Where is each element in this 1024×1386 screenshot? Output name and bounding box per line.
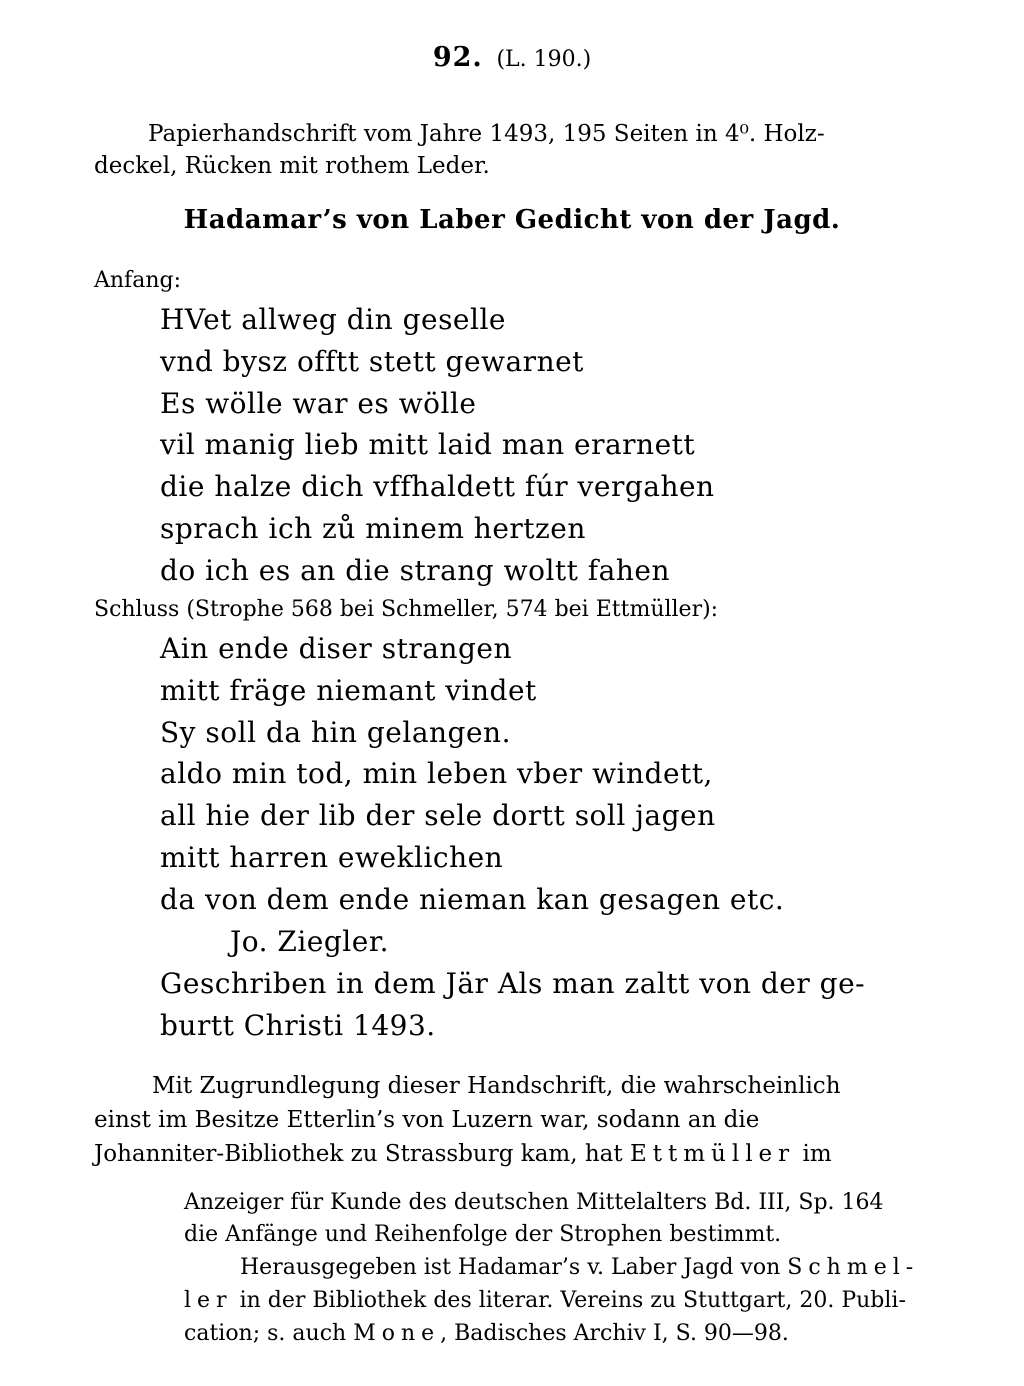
verse-line: do ich es an die strang woltt fahen [160,554,671,587]
verse-line: vil manig lieb mitt laid man erarnett [160,428,696,461]
description-line-1: Papierhandschrift vom Jahre 1493, 195 Seiten in 4⁰. Holz- [148,121,825,147]
verse-line: mitt harren eweklichen [160,841,504,874]
signature: Jo. Ziegler. [230,925,390,958]
author-name: Mone [353,1321,441,1346]
colophon-line-1: Geschriben in dem Jär Als man zaltt von der ge- [160,967,866,1000]
entry-number: 92. [432,42,483,73]
description-line-2: deckel, Rücken mit rothem Leder. [94,153,490,179]
verse-line: aldo min tod, min leben vber windett, [160,757,713,790]
verse-line: Es wölle war es wölle [160,387,477,420]
verse-line: Ain ende diser strangen [160,632,512,665]
footnote-text: , Badisches Archiv I, S. 90—98. [440,1321,789,1346]
verse-line: vnd bysz offtt stett gewarnet [160,345,584,378]
footnote-line-2: die Anfänge und Reihenfolge der Strophen bestimmt. [184,1222,782,1247]
entry-reference: (L. 190.) [496,47,592,72]
commentary-line-1: Mit Zugrundlegung dieser Handschrift, die wahrscheinlich [152,1073,841,1099]
verse-line: die halze dich vffhaldett fúr vergahen [160,470,715,503]
verse-line: all hie der lib der sele dortt soll jagen [160,799,716,832]
footnote-text: in der Bibliothek des literar. Vereins zu Stuttgart, 20. Publi- [239,1288,906,1313]
verse-line: HVet allweg din geselle [160,303,506,336]
commentary-text: im [802,1141,832,1167]
commentary-line-2: einst im Besitze Etterlin’s von Luzern war, sodann an die [94,1107,760,1133]
footnote-line-3 [240,1252,919,1283]
page-heading [0,42,1024,73]
commentary-text: Johanniter-Bibliothek zu Strassburg kam, hat [94,1141,623,1167]
commentary-line-3 [94,1138,832,1170]
schluss-label: Schluss (Strophe 568 bei Schmeller, 574 bei Ettmüller): [94,597,719,622]
verse-line: da von dem ende nieman kan gesagen etc. [160,883,785,916]
author-name: Ettmüller [629,1141,796,1167]
footnote-text: cation; s. auch [184,1321,347,1346]
footnote-line-4 [184,1285,906,1316]
author-name: Schmel- [787,1255,920,1280]
verse-line: Sy soll da hin gelangen. [160,716,511,749]
verse-line: sprach ich zů minem hertzen [160,512,586,545]
footnote-line-5 [184,1318,789,1349]
colophon-line-2: burtt Christi 1493. [160,1009,436,1042]
footnote-line-1: Anzeiger für Kunde des deutschen Mittelalters Bd. III, Sp. 164 [184,1190,884,1215]
verse-line: mitt fräge niemant vindet [160,674,537,707]
author-name: ler [184,1288,233,1313]
footnote-text: Herausgegeben ist Hadamar’s v. Laber Jagd von [240,1255,781,1280]
anfang-label: Anfang: [94,268,181,293]
poem-title: Hadamar’s von Laber Gedicht von der Jagd. [183,205,841,235]
